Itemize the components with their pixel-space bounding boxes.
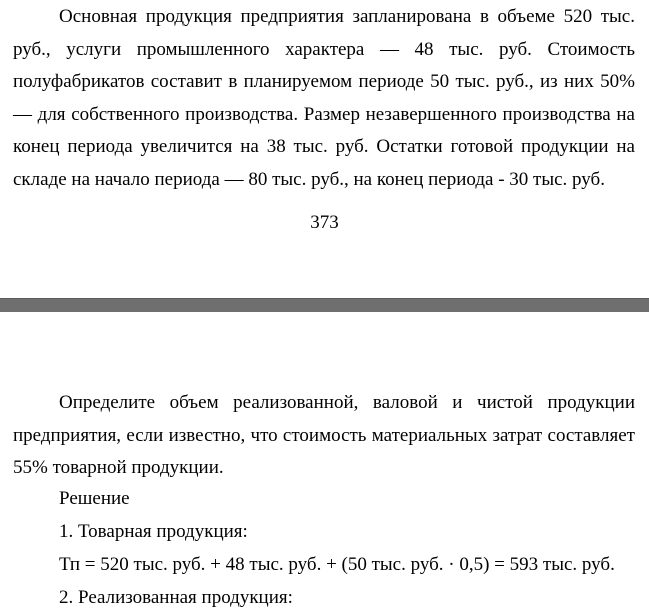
step-1-title: 1. Товарная продукция: <box>59 521 248 542</box>
page-number: 373 <box>310 212 339 233</box>
solution-heading: Решение <box>59 488 130 509</box>
page-break-separator <box>0 298 649 312</box>
task-paragraph: Определите объем реализованной, валовой и чистой продукции предприятия, если известно, что стоимость материальных затрат составляет 55% товарной продукции. <box>13 392 635 478</box>
document-page-lower <box>0 312 649 615</box>
problem-conditions-paragraph: Основная продукция предприятия запланирована в объеме 520 тыс. руб., услуги промышленного характера — 48 тыс. руб. Стоимость полуфабрикатов составит в планируемом периоде 50 тыс. руб., из них 50% — для собственного производства. Размер незавершенного производства на конец периода увеличится на 38 тыс. руб. Остатки готовой продукции на складе на начало периода — 80 тыс. руб., на конец периода - 30 тыс. руб. <box>13 6 635 190</box>
step-2-title: 2. Реализованная продукция: <box>59 587 293 608</box>
step-1-formula: Тп = 520 тыс. руб. + 48 тыс. руб. + (50 тыс. руб. · 0,5) = 593 тыс. руб. <box>59 554 615 575</box>
document-page-upper <box>0 0 649 298</box>
